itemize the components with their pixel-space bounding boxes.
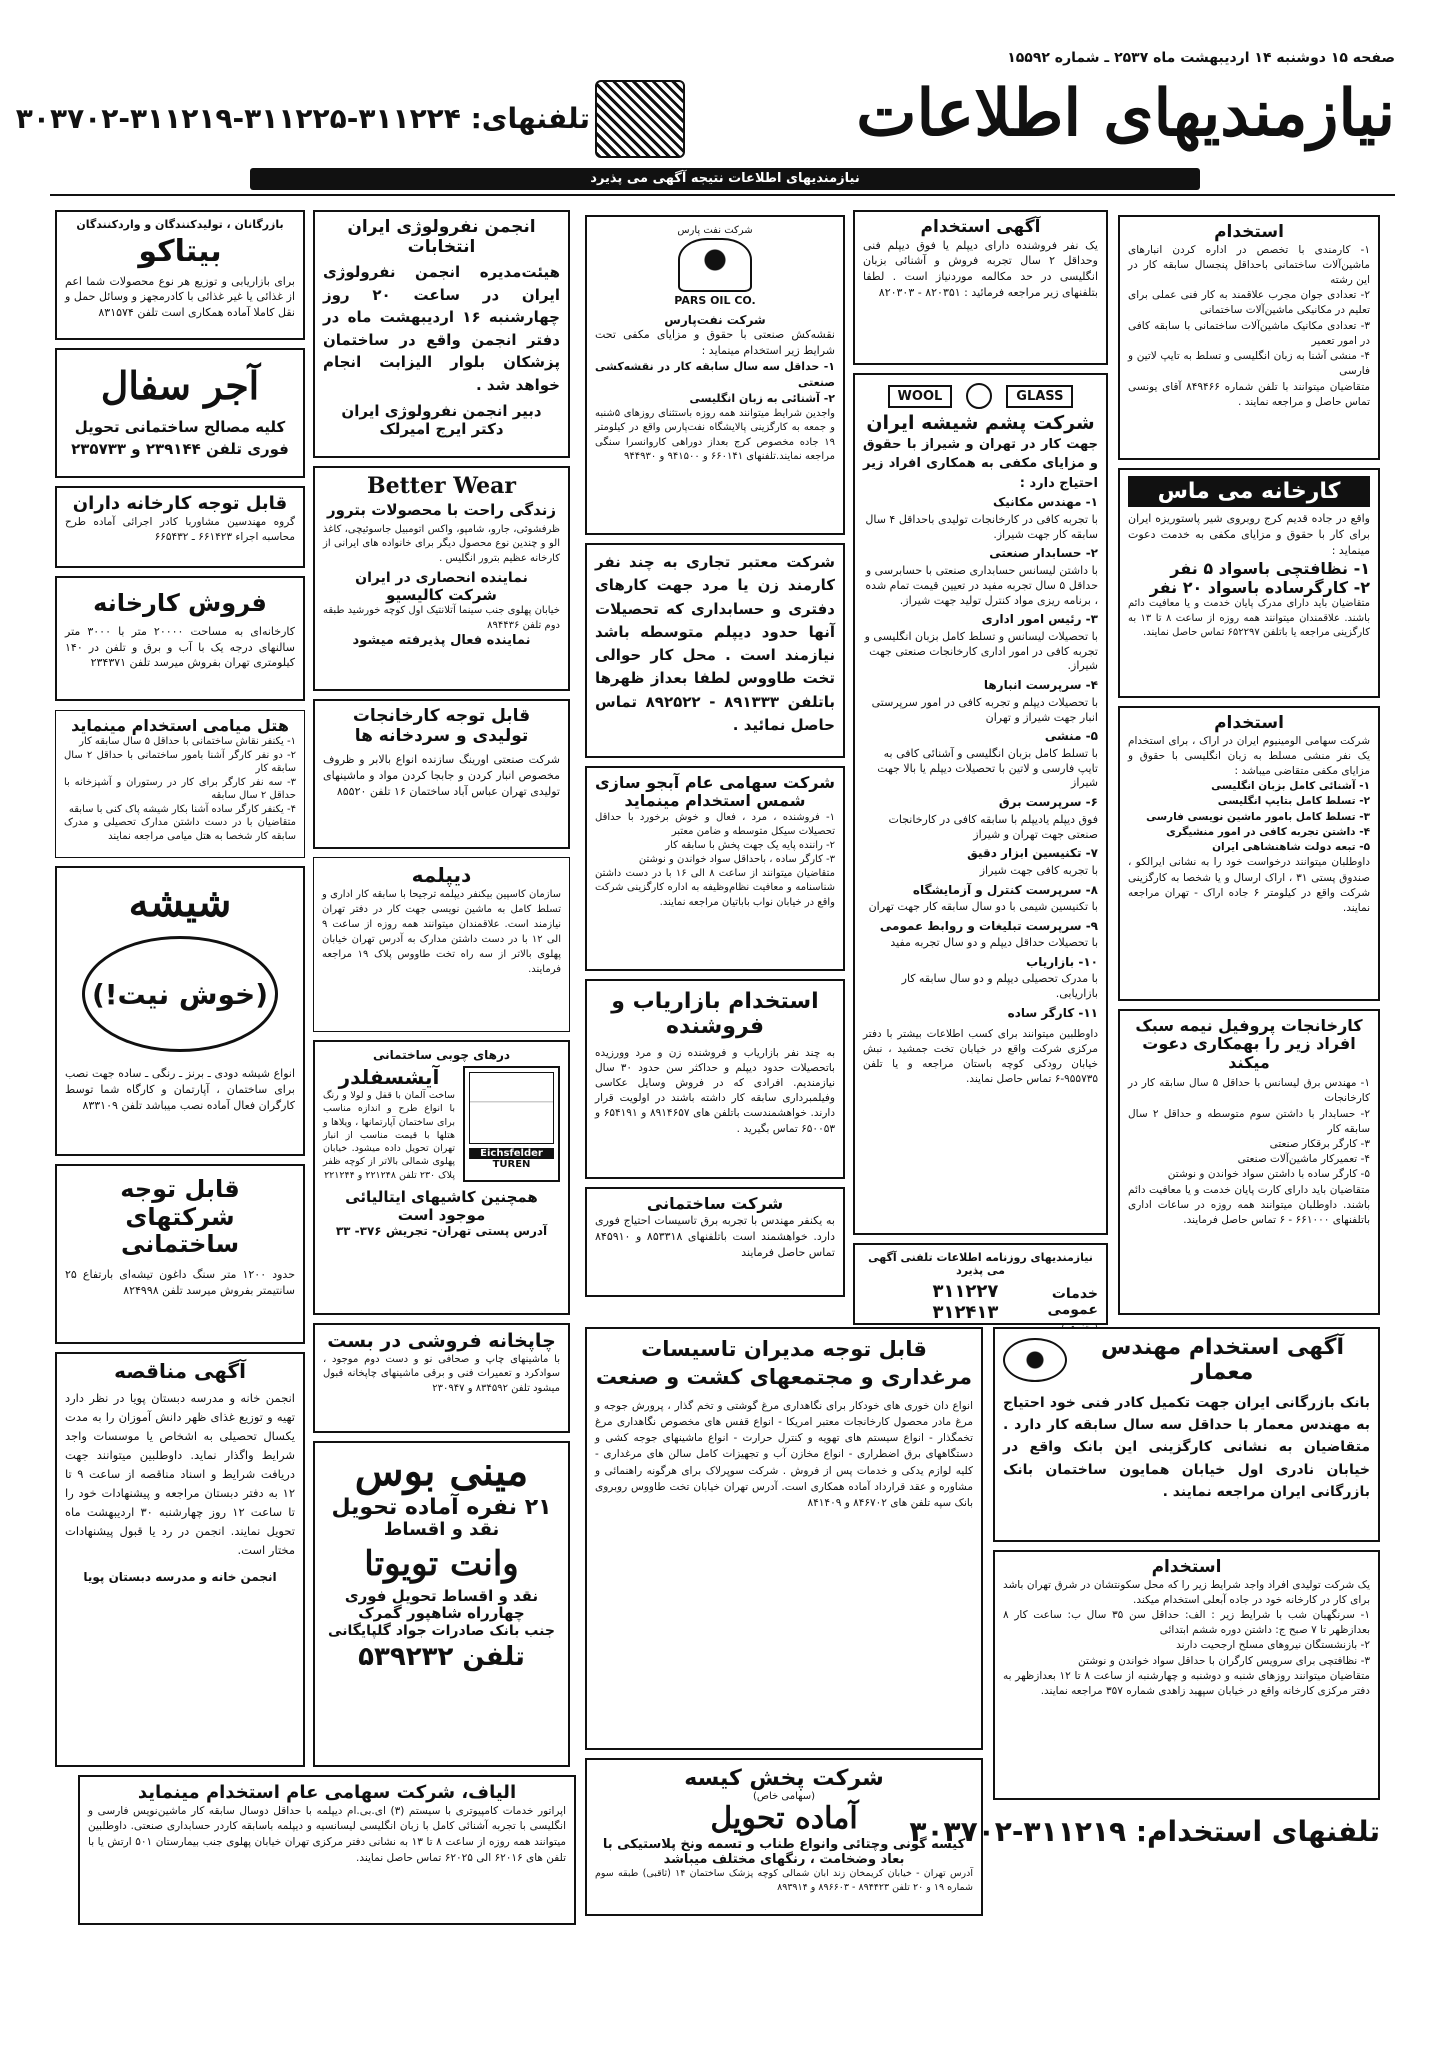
glasswool-intro: جهت کار در تهران و شیراز با حقوق و مزایای مکفی به همکاری افراد زیر احتیاج دارد : bbox=[863, 436, 1098, 491]
glasswool-position: ۲- حسابدار صنعتی bbox=[989, 546, 1098, 561]
bottom-phones bbox=[909, 1815, 1380, 1860]
job-right3-intro: یک شرکت تولیدی افراد واجد شرایط زیر را که محل سکونتشان در شرق تهران باشد برای کار در کارخانه خود در جاده آبعلی استخدام میکند. bbox=[1003, 1578, 1370, 1606]
ad-hotel bbox=[55, 710, 305, 858]
bottom-phones-label: تلفنهای استخدام: bbox=[1135, 1815, 1380, 1848]
minibus-line2: نقد و اقساط bbox=[383, 1519, 500, 1541]
job-sales-body: یک نفر فروشنده دارای دیپلم یا فوق دیپلم فنی وحداقل ۲ سال تجربه فروش و آشنائی بزبان انگلیسی در حد مکالمه موردنیاز است . لطفا بتلفنهای زیر مراجعه فرمائید : ۸۲۰۳۵۱ - ۸۲۰۳۰۳ bbox=[863, 238, 1098, 300]
glasswool-position: ۷- تکنیسین ابزار دقیق bbox=[967, 846, 1098, 861]
job-right1-title: استخدام bbox=[1214, 222, 1284, 242]
bottom-phones-numbers: ۳۱۱۲۱۹-۳۰۳۷۰۲ bbox=[909, 1815, 1127, 1848]
bitako-top: بازرگانان ، تولیدکنندگان و واردکنندگان bbox=[76, 218, 284, 231]
masthead-phones bbox=[15, 102, 590, 135]
beer-title: شرکت سهامی عام آبجو سازی شمس استخدام مینماید bbox=[595, 773, 835, 811]
job-right2-intro: شرکت سهامی الومینیوم ایران در اراک ، برای استخدام یک نفر منشی مسلط به زبان انگلیسی با حقوق و مزایای مکفی متقاضی میباشد : bbox=[1128, 734, 1370, 777]
bags-body: کیسه گونی وچتائی وانواع طناب و تسمه ونخ پلاستیکی با بعاد وضخامت ، رنگهای مختلف میباشد bbox=[602, 1836, 966, 1867]
glasswool-position-desc: با تسلط کامل بزبان انگلیسی و آشنائی کافی به تایپ فارسی و لاتین با تحصیلات دیپلم یا بالا جهت شیراز bbox=[877, 746, 1098, 790]
glass-badge-text: (خوش نیت!) bbox=[91, 977, 269, 1011]
job-right2-line: ۲- تسلط کامل بتایپ انگلیسی bbox=[1217, 795, 1370, 808]
glasswool-position: ۳- رئیس امور اداری bbox=[981, 612, 1098, 627]
factory-sale-body: کارخانه‌ای به مساحت ۲۰۰۰۰ متر با ۳۰۰۰ متر سالنهای درجه یک با آب و برق و تلفن در ۱۴۰ کیلومتری تهران بفروش میرسد تلفن ۲۳۴۳۷۱ bbox=[65, 624, 295, 670]
glasswool-footer: داوطلبین میتوانند برای کسب اطلاعات بیشتر با دفتر مرکزی شرکت واقع در خیابان تخت جمشید ، نبش خیابان رودکی کوچه باستان مراجعه و یا تلفن ۹۵۵۷۳۵-۶ تماس حاصل نمایند. bbox=[863, 1027, 1098, 1086]
urology-title: انجمن نفرولوژی ایران انتخابات bbox=[347, 217, 536, 257]
job-right3-line: ۳- نظافتچی برای سرویس کارگران با حداقل سواد خواندن و نوشتن bbox=[1078, 1654, 1370, 1667]
glasswool-list bbox=[863, 494, 1098, 1022]
ad-info-strip bbox=[853, 1243, 1108, 1325]
ad-job-right3 bbox=[993, 1550, 1380, 1800]
glasswool-position-desc: با مدرک تحصیلی دیپلم و دو سال سابقه کار بازاریابی. bbox=[901, 972, 1098, 1001]
minibus-phone: تلفن ۵۳۹۲۳۲ bbox=[358, 1641, 525, 1672]
pars-oil-emblem bbox=[678, 238, 752, 292]
masthead-title: نیازمندیهای اطلاعات bbox=[856, 76, 1395, 151]
marketing-body: به چند نفر بازاریاب و فروشنده زن و مرد وورزیده باتحصیلات حدود دیپلم و حداکثر سن حدود ۳۰ سال نیازمندیم. افرادی که در فروش وسایل عکاسی وفیلمبرداری سابقه کار داشته باشند در اولویت قرار دارند. خواهشمندست باتلفن های ۸۹۱۴۶۵۷ و ۶۵۴۱۹۱ و ۶۵۰۰۵۳ تماس بگیرید . bbox=[595, 1046, 835, 1135]
bags-big: آماده تحویل bbox=[710, 1801, 858, 1837]
tender-title: آگهی مناقصه bbox=[114, 1359, 246, 1383]
info-strip-line1: نیازمندیهای روزنامه اطلاعات تلفنی آگهی می پذیرد bbox=[868, 1251, 1093, 1277]
job-right3-footer: متقاضیان میتوانند روزهای شنبه و دوشنبه و چهارشنبه از ساعت ۸ تا ۱۲ بعدازظهر به دفتر مرکزی کارخانه واقع در خیابان سپهبد زاهدی شماره ۳۵۷ مراجعه نمایند. bbox=[1003, 1669, 1370, 1698]
ad-trading-co bbox=[585, 543, 845, 758]
ad-beer bbox=[585, 766, 845, 971]
masthead bbox=[15, 40, 1395, 200]
alyaf-title: الیاف، شرکت سهامی عام استخدام مینماید bbox=[137, 1782, 517, 1803]
betterwear-rep: نماینده انحصاری در ایران bbox=[355, 570, 528, 587]
glasswool-position: ۵- منشی bbox=[1044, 729, 1098, 744]
phones-label: تلفنهای: bbox=[470, 102, 590, 135]
beer-line: ۳- کارگر ساده ، باحداقل سواد خواندن و نوشتن bbox=[638, 853, 835, 865]
job-right3-line: ۱- سرنگهبان شب با شرایط زیر : الف: حداقل سن ۳۵ سال ب: ساعت کار ۸ بعدازظهر تا ۷ صبح ج: داشتن دوره ششم ابتدائی bbox=[1003, 1608, 1370, 1637]
glasswool-position: ۹- سرپرست تبلیغات و روابط عمومی bbox=[879, 918, 1098, 933]
silos-body: شرکت صنعتی اورینگ سازنده انواع بالابر و ظروف مخصوص انبار کردن و جابجا کردن مواد و ماشینهای تولیدی تهران عباس آباد ساختمان ۱۶ تلفن ۸۵۵۲۰ bbox=[323, 753, 560, 798]
glasswool-logo-mark bbox=[966, 383, 992, 409]
job-right1-line: ۱- کارمندی با تخصص در اداره کردن انبارهای ماشین‌آلات ساختمانی باحداقل پنجسال سابقه کار در این رشته bbox=[1128, 243, 1370, 286]
ajor-body: کلیه مصالح ساختمانی تحویل فوری تلفن ۲۳۹۱۴۴ و ۲۳۵۷۳۳ bbox=[71, 417, 289, 459]
job-right2-line: ۳- تسلط کامل بامور ماشین نویسی فارسی bbox=[1146, 810, 1370, 823]
ad-betterwear bbox=[313, 466, 570, 691]
doors-address: آدرس پستی تهران- تجریش ۳۷۶- ۳۳ bbox=[335, 1224, 548, 1239]
hotel-title: هتل میامی استخدام مینماید bbox=[71, 716, 289, 735]
diploma-title: دیپلمه bbox=[411, 863, 472, 887]
job-right1-line: ۴- منشی آشنا به زبان انگلیسی و تسلط به تایپ لاتین و فارسی bbox=[1128, 350, 1370, 378]
job-right2-line: ۴- داشتن تجربه کافی در امور منشیگری bbox=[1166, 825, 1370, 838]
diamond-intro: واقع در جاده قدیم کرج روبروی شیر پاستوریزه ایران برای کار با حقوق و مزایای مکفی به خدمت دعوت مینماید : bbox=[1128, 512, 1370, 558]
diamond-l1: ۱- نظافتچی باسواد ۵ نفر bbox=[1170, 559, 1370, 579]
ad-tender bbox=[55, 1352, 305, 1767]
glasswool-position: ۱۰- بازاریاب bbox=[1026, 955, 1098, 970]
diamond-body: متقاضیان باید دارای مدرک پایان خدمت و یا معافیت دائم باشند. علاقمندان میتوانند همه روزه از ساعت ۸ تا ۱۳ به کارگزینی مراجعه یا باتلفن ۶۵۲۲۹۷ تماس حاصل نمایند. bbox=[1128, 598, 1371, 639]
profile-line: ۵- کارگر ساده با داشتن سواد خواندن و نوشتن bbox=[1167, 1168, 1370, 1181]
glass-badge bbox=[82, 936, 278, 1052]
glasswool-position: ۶- سرپرست برق bbox=[998, 795, 1098, 810]
ad-job-right2 bbox=[1118, 706, 1380, 1001]
contractors-body: حدود ۱۲۰۰ متر سنگ داغون تیشه‌ای بارتفاع ۲۵ سانتیمتر بفروش میرسد تلفن ۸۲۴۹۹۸ bbox=[65, 1267, 295, 1297]
glasswool-position-desc: با تحصیلات حداقل دیپلم و دو سال تجربه مفید bbox=[890, 936, 1098, 950]
contractors-title: قابل توجه شرکتهای ساختمانی bbox=[120, 1175, 240, 1259]
job-right2-title: استخدام bbox=[1214, 713, 1284, 733]
silos-title: قابل توجه کارخانجات تولیدی و سردخانه ها bbox=[352, 706, 531, 746]
ad-glass bbox=[55, 866, 305, 1156]
pars-oil-body: واجدین شرایط میتوانند همه روزه باستثنای روزهای ۵شنبه و جمعه به کارگزینی پالایشگاه نفت‌پارس واقع در کیلومتر ۱۹ جاده مخصوص کرج بعداز دوراهی کاروانسرا سنگی مراجعه نمایند.تلفنهای ۶۶۰۱۴۱ و ۹۴۱۵۰۰ و ۹۴۴۹۳۰ bbox=[595, 407, 835, 463]
ad-printing bbox=[313, 1323, 570, 1433]
glasswool-position-desc: با تجربه کافی در کارخانجات تولیدی باحداقل ۴ سال سابقه کار جهت شیراز. bbox=[865, 512, 1098, 541]
glass-title: شیشه bbox=[128, 879, 232, 926]
glasswool-logos bbox=[863, 383, 1098, 409]
betterwear-company: شرکت کالیسیو bbox=[386, 586, 497, 605]
ad-poultry bbox=[585, 1327, 983, 1750]
pars-oil-req1: ۱- حداقل سه سال سابقه کار در نقشه‌کشی صنعتی bbox=[595, 359, 835, 389]
glasswool-position-desc: فوق دیپلم یادیپلم با سابقه کافی در کارخانجات صنعتی جهت تهران و شیراز bbox=[888, 812, 1098, 841]
beer-line: ۱- فروشنده ، مرد ، فعال و خوش برخورد با حداقل تحصیلات سیکل متوسطه و ضامن معتبر bbox=[595, 811, 835, 837]
pars-oil-logo bbox=[595, 225, 835, 307]
masthead-emblem bbox=[595, 80, 685, 158]
doors-body: ساخت آلمان با قفل و لولا و رنگ با انواع طرح و اندازه مناسب برای ساختمان آپارتمانها ، ویلاها و هتلها با قیمت مناسب از انبار تهران تحویل داده میشود. خیابان پهلوی شمالی بالاتر از کوچه ظفر پلاک ۲۳۰ تلفن ۲۲۱۲۴۸ و ۲۲۱۲۴۴ bbox=[323, 1090, 455, 1181]
pars-oil-intro: نقشه‌کش صنعتی با حقوق و مزایای مکفی تحت شرایط زیر استخدام مینماید : bbox=[595, 328, 835, 357]
job-right3-title: استخدام bbox=[1151, 1557, 1222, 1577]
ad-job-sales bbox=[853, 210, 1108, 365]
pars-oil-logo-en: PARS OIL CO. bbox=[674, 294, 756, 307]
doors-logo bbox=[463, 1066, 560, 1182]
ad-diamond bbox=[1118, 468, 1380, 698]
masthead-rule bbox=[50, 194, 1395, 196]
job-right2-line: ۵- تبعه دولت شاهنشاهی ایران bbox=[1212, 841, 1370, 854]
profile-line: ۳- کارگر برقکار صنعتی bbox=[1269, 1138, 1370, 1151]
hotel-line: ۳- سه نفر کارگر برای کار در رستوران و آشپزخانه با حداقل ۲ سال سابقه bbox=[64, 776, 296, 802]
factory-sale-title: فروش کارخانه bbox=[93, 589, 267, 617]
job-right3-line: ۲- بازنشستگان نیروهای مسلح ارجحیت دارند bbox=[1176, 1639, 1370, 1652]
printing-title: چاپخانه فروشی در بست bbox=[327, 1330, 556, 1352]
ad-ajor bbox=[55, 348, 305, 478]
diamond-l2: ۲- کارگرساده باسواد ۲۰ نفر bbox=[1149, 578, 1370, 598]
phones-numbers: ۳۱۱۲۲۴-۳۱۱۲۲۵-۳۱۱۲۱۹-۳۰۳۷۰۲ bbox=[15, 102, 461, 135]
minibus-line4: نقد و اقساط تحویل فوری bbox=[344, 1587, 539, 1606]
urology-body: هیئت‌مدیره انجمن نفرولوژی ایران در ساعت ۲۰ روز چهارشنبه ۱۶ اردیبهشت ماه در دفتر انجمن واقع در ساختمان پزشکان بلوار الیزابت انجام خواهد شد . bbox=[323, 263, 560, 394]
alyaf-body: اپراتور خدمات کامپیوتری با سیستم (۳) ای.بی.ام دیپلمه با حداقل دوسال سابقه کار ماشین‌نویس فارسی و انگلیسی با تجربه آشنائی کامل با زبان انگلیسی لیسانسیه و دیپلمه باسابقه کاردر حسابداری صنعتی. داوطلبین میتوانند همه روزه از ساعت ۸ تا ۱۳ به نشانی دفتر مرکزی تهران خیابان پهلوی جنب بیمارستان ۵۰۱ ارتش یا با تلفن های ۶۲۰۱۶ الی ۶۲۰۲۵ تماس حاصل نمایند. bbox=[88, 1804, 567, 1864]
tender-signature: انجمن خانه و مدرسه دبستان پویا bbox=[83, 1569, 277, 1584]
masthead-topline: صفحه ۱۵ دوشنبه ۱۴ اردیبهشت ماه ۲۵۳۷ ـ شماره ۱۵۵۹۲ bbox=[1007, 50, 1395, 66]
doors-extra: همچنین کاشیهای ایتالیائی موجود است bbox=[345, 1188, 538, 1225]
glasswool-position-desc: با تحصیلات دیپلم و تجربه کافی در امور سرپرستی انبار جهت شیراز و تهران bbox=[871, 695, 1098, 724]
betterwear-subtitle: زندگی راحت با محصولات بترور bbox=[326, 501, 557, 520]
glasswool-position: ۱۱- کارگر ساده bbox=[1007, 1006, 1098, 1021]
minibus-title: مینی بوس bbox=[354, 1448, 529, 1495]
glasswool-logo-glass: GLASS bbox=[1006, 385, 1073, 408]
tender-body: انجمن خانه و مدرسه دبستان پویا در نظر دارد تهیه و توزیع غذای ظهر دانش آموزان را به مدت یکسال تحصیلی به اشخاص یا موسسات واجد شرایط واگذار نماید. داوطلبین میتوانند جهت دریافت شرایط و اسناد مناقصه از ساعت ۹ تا ۱۲ به دفتر دبستان مراجعه و پیشنهادات خود را تا ساعت ۱۲ روز چهارشنبه ۳۰ اردیبهشت ماه تحویل نمایند. انجمن در رد یا قبول پیشنهادات مختار است. bbox=[65, 1391, 295, 1557]
doors-logo-text1: Eichsfelder bbox=[469, 1148, 554, 1159]
glasswool-logo-wool: WOOL bbox=[888, 385, 953, 408]
ad-marketing bbox=[585, 979, 845, 1179]
bitako-title: بیتاکو bbox=[138, 234, 222, 269]
glasswool-position: ۸- سرپرست کنترل و آزمایشگاه bbox=[912, 882, 1098, 897]
pars-oil-logo-top: شرکت نفت پارس bbox=[677, 225, 753, 236]
poultry-body: انواع دان خوری های خودکار برای نگاهداری مرغ گوشتی و تخم گذار ، پرورش جوجه و مرغ مادر محصول کارخانجات معتبر امریکا - انواع قفس های مخصوص نگاهداری مرغ تخمگذار - انواع سیستم های تهویه و کنترل حرارت - انواع ماشینهای جوجه کشی و دستگاههای برق اضطراری - انواع مخازن آب و تجهیزات کامل سالن های مرغداری - کلیه لوازم یدکی و خدمات پس از فروش . شرکت سوپرلاک برای هرگونه راهنمائی و مشاوره و عقد قرارداد آماده همکاری است. آدرس تهران خیابان تخت طاووس روبروی بانک سپه تلفن های ۸۴۶۷۰۲ و ۸۴۱۴۰۹ bbox=[595, 1399, 973, 1510]
profile-line: ۲- حسابدار با داشتن سوم متوسطه و حداقل ۲ سال سابقه کار bbox=[1128, 1107, 1370, 1135]
diamond-title: کارخانه می ماس bbox=[1128, 476, 1370, 507]
ajor-title: آجر سفال bbox=[100, 363, 260, 408]
job-right2-line: ۱- آشنائی کامل بزبان انگلیسی bbox=[1211, 780, 1370, 793]
profile-title: کارخانجات پروفیل نیمه سبک bbox=[1135, 1016, 1363, 1035]
architect-body: بانک بازرگانی ایران جهت تکمیل کادر فنی خود احتیاج به مهندس معمار با حداقل سه سال سابقه کار دارد . متقاضیان به نشانی کارگزینی این بانک واقع در خیابان نادری اول خیابان همایون ساختمان بانک بازرگانی ایران مراجعه نمایند . bbox=[1003, 1394, 1370, 1501]
ad-contractors bbox=[55, 1164, 305, 1344]
doors-top: درهای چوبی ساختمانی bbox=[372, 1048, 511, 1062]
glasswool-position: ۱- مهندس مکانیک bbox=[992, 495, 1098, 510]
ad-silos bbox=[313, 699, 570, 849]
ad-pars-oil bbox=[585, 215, 845, 535]
ad-construction bbox=[585, 1187, 845, 1297]
profile-line: ۱- مهندس برق لیسانس با حداقل ۵ سال سابقه کار در کارخانجات bbox=[1128, 1077, 1370, 1105]
job-right2-footer: داوطلبان میتوانند درخواست خود را به نشانی ایرالکو ، صندوق پستی ۳۱ ، اراک ارسال و یا شخصا به کارگزینی شرکت واقع در کیلومتر ۶ جاده اراک - تهران مراجعه نمایند. bbox=[1128, 856, 1371, 914]
urology-sign1: دبیر انجمن نفرولوژی ایران bbox=[341, 402, 542, 421]
pars-oil-company: شرکت نفت‌پارس bbox=[664, 313, 766, 327]
info-strip-label: خدمات عمومی bbox=[1047, 1286, 1098, 1318]
info-strip-phones: ۳۱۱۲۲۷ ۳۱۲۴۱۳ bbox=[932, 1281, 999, 1323]
ad-factory-sale bbox=[55, 576, 305, 701]
doors-title: آیشسفلدر bbox=[338, 1065, 440, 1089]
factory-owners-title: قابل توجه کارخانه داران bbox=[72, 493, 288, 514]
trading-co-body: شرکت معتبر تجاری به چند نفر کارمند زن یا مرد جهت کارهای دفتری و حسابداری که تحصیلات آنها حدود دیپلم متوسطه باشد نیازمند است . محل کار حوالی تخت طاووس لطفا بعداز ظهرها باتلفن ۸۹۱۳۳۳ - ۸۹۲۵۲۲ تماس حاصل نمائید . bbox=[595, 553, 835, 734]
ad-urology bbox=[313, 210, 570, 458]
glasswool-position-desc: با تحصیلات لیسانس و تسلط کامل بزبان انگلیسی و تجربه کافی در امور اداری کارخانجات صنعتی جهت شیراز. bbox=[864, 629, 1098, 673]
job-right1-footer: متقاضیان میتوانند با تلفن شماره ۸۴۹۴۶۶ آقای یونسی تماس حاصل و مراجعه نمایند . bbox=[1128, 380, 1371, 408]
hotel-line: ۴- یکنفر کارگر ساده آشنا بکار شیشه پاک کنی با سابقه bbox=[68, 803, 296, 815]
beer-line: ۲- راننده پایه یک جهت پخش با سابقه کار bbox=[665, 839, 835, 851]
minibus-line6: جنب بانک صادرات جواد گلپایگانی bbox=[328, 1622, 555, 1639]
bitako-body: برای بازاریابی و توزیع هر نوع محصولات شما اعم از غذائی یا غیر غذائی با کادرمجهز و وسائل حمل و نقل کاملا آماده همکاری است تلفن ۸۳۱۵۷۴ bbox=[65, 274, 295, 320]
hotel-line: ۱- یکنفر نقاش ساختمانی با حداقل ۵ سال سابقه کار bbox=[79, 736, 296, 748]
glasswool-position-desc: با داشتن لیسانس حسابداری صنعتی با حسابرسی و حداقل ۵ سال تجربه مفید در تعیین قیمت تمام شده ، برنامه ریزی مواد کنترل تولید جهت شیراز. bbox=[865, 563, 1098, 607]
architect-title: آگهی استخدام مهندس معمار bbox=[1100, 1335, 1344, 1386]
job-sales-title: آگهی استخدام bbox=[920, 217, 1041, 237]
ad-diploma bbox=[313, 857, 570, 1032]
betterwear-note: نماینده فعال پذیرفته میشود bbox=[352, 633, 531, 649]
marketing-title: استخدام بازاریاب و فروشنده bbox=[611, 989, 819, 1040]
diploma-body: سازمان کاسپین بیکنفر دیپلمه ترجیحا با سابقه کار اداری و تسلط کامل به ماشین نویسی جهت کار در دفتر تهران نیازمند است. علاقمندان میتوانند همه روزه از ساعت ۹ الی ۱۲ با در دست داشتن مدارک به آدرس تهران خیابان پهلوی بالاتر از سه راه تخت طاووس پلاک ۱۹ مراجعه فرمایند. bbox=[322, 889, 562, 975]
profile-footer: متقاضیان باید دارای کارت پایان خدمت و یا معافیت دائم باشند. داوطلبان میتوانند همه روزه در ساعات اداری باتلفنهای ۶۶۱۰۰۰ - ۶ تماس حاصل فرمایند. bbox=[1128, 1183, 1370, 1227]
urology-sign2: دکتر ایرج امیرلک bbox=[379, 420, 504, 439]
betterwear-address: خیابان پهلوی جنب سینما آتلانتیک اول کوچه خورشید طبقه دوم تلفن ۸۹۴۴۳۶ bbox=[323, 605, 560, 631]
profile-subtitle: افراد زیر را بهمکاری دعوت میکند bbox=[1142, 1034, 1356, 1072]
hotel-line: متقاضیان با در دست داشتن مدارک تحصیلی و مدرک سابقه کار شخصا به هتل میامی مراجعه نمایند bbox=[64, 817, 296, 842]
poultry-title: قابل توجه مدیران تاسیسات مرغداری و مجتمعهای کشت و صنعت bbox=[595, 1337, 973, 1390]
ad-job-right1 bbox=[1118, 215, 1380, 460]
masthead-bar: نیازمندیهای اطلاعات نتیجه آگهی می پذیرد bbox=[250, 168, 1200, 190]
ad-profile bbox=[1118, 1009, 1380, 1315]
printing-body: با ماشینهای چاپ و صحافی نو و دست دوم موجود ، سوادکرد و تعمیرات فنی و برقی ماشینهای چاپخانه قبول میشود تلفن ۸۳۴۵۹۲ و ۲۳۰۹۴۷ bbox=[323, 1353, 560, 1394]
door-illustration bbox=[469, 1072, 554, 1144]
bank-emblem bbox=[1003, 1338, 1067, 1382]
glasswool-position: ۴- سرپرست انبارها bbox=[983, 678, 1098, 693]
ad-architect bbox=[993, 1327, 1380, 1542]
factory-owners-body: گروه مهندسین مشاوربا کادر اجرائی آماده طرح محاسبه اجراء ۶۶۱۴۲۳ ـ ۶۶۵۴۳۲ bbox=[65, 515, 295, 543]
beer-body: متقاضیان میتوانند از ساعت ۸ الی ۱۶ با در دست داشتن شناسنامه و معافیت نظام‌وظیفه به اداره کارگزینی شرکت واقع در خیابان نواب باباتیان مراجعه نمایند. bbox=[595, 867, 835, 908]
bags-address: آدرس تهران - خیابان کریمخان زند ابان شمالی کوچه پزشک ساختمان ۱۴ (ثاقبی) طبقه سوم شماره ۱۹ و ۲۰ تلفن ۸۹۴۴۲۳ - ۸۹۶۶۰۳ و ۸۹۳۹۱۴ bbox=[595, 1867, 973, 1893]
ad-minibus bbox=[313, 1441, 570, 1767]
construction-body: به یکنفر مهندس با تجربه برق تاسیسات احتیاج فوری دارد. خواهشمند است باتلفنهای ۸۵۳۳۱۸ و ۸۴۵۹۱۰ تماس حاصل فرمایند bbox=[595, 1214, 835, 1260]
hotel-line: ۲- دو نفر کارگر آشنا بامور ساختمانی با حداقل ۲ سال سابقه کار bbox=[64, 749, 297, 775]
doors-logo-text2: TÜREN bbox=[492, 1159, 531, 1170]
bags-tag: (سهامی خاص) bbox=[752, 1791, 816, 1803]
job-right1-line: ۲- تعدادی جوان مجرب علاقمند به کار فنی عملی برای تعلیم در مکانیکی ماشین‌آلات ساختمانی bbox=[1128, 289, 1370, 317]
construction-title: شرکت ساختمانی bbox=[646, 1194, 784, 1213]
glasswool-position-desc: با تجربه کافی جهت شیراز bbox=[979, 863, 1098, 877]
job-right1-line: ۳- تعدادی مکانیک ماشین‌آلات ساختمانی با سابقه کافی در امور تعمیر bbox=[1128, 319, 1370, 347]
betterwear-title: Better Wear bbox=[367, 473, 516, 499]
pars-oil-req2: ۲- آشنائی به زبان انگلیسی bbox=[689, 391, 835, 405]
minibus-line1: ۲۱ نفره آماده تحویل bbox=[331, 1495, 552, 1520]
profile-line: ۴- تعمیرکار ماشین‌آلات صنعتی bbox=[1237, 1153, 1370, 1166]
ad-alyaf bbox=[78, 1775, 576, 1925]
ad-bitako bbox=[55, 210, 305, 340]
glasswool-title: شرکت پشم شیشه ایران bbox=[866, 412, 1095, 434]
ad-glasswool bbox=[853, 373, 1108, 1235]
minibus-line3: وانت تویوتا bbox=[364, 1543, 519, 1584]
glasswool-position-desc: با تکنیسین شیمی با دو سال سابقه کار جهت تهران bbox=[868, 899, 1098, 913]
ad-doors bbox=[313, 1040, 570, 1315]
glass-body: انواع شیشه دودی ـ برنز ـ رنگی ـ ساده جهت نصب برای ساختمان ، آپارتمان و کارگاه شما توسط کارگران فعال آماده نصب میباشد تلفن ۸۳۳۱۰۹ bbox=[65, 1067, 295, 1112]
minibus-line5: چهارراه شاهپور گمرک bbox=[358, 1604, 525, 1623]
ad-factory-owners bbox=[55, 486, 305, 568]
bags-title: شرکت پخش کیسه bbox=[684, 1766, 884, 1791]
betterwear-body: ظرفشوئی، جارو، شامپو، واکس اتومبیل جاسوئیچی، کاغذ الو و چندین نوع محصول دیگر برای خانواده های ایرانی از کارخانه عظیم بترور انگلیس . bbox=[323, 523, 560, 564]
